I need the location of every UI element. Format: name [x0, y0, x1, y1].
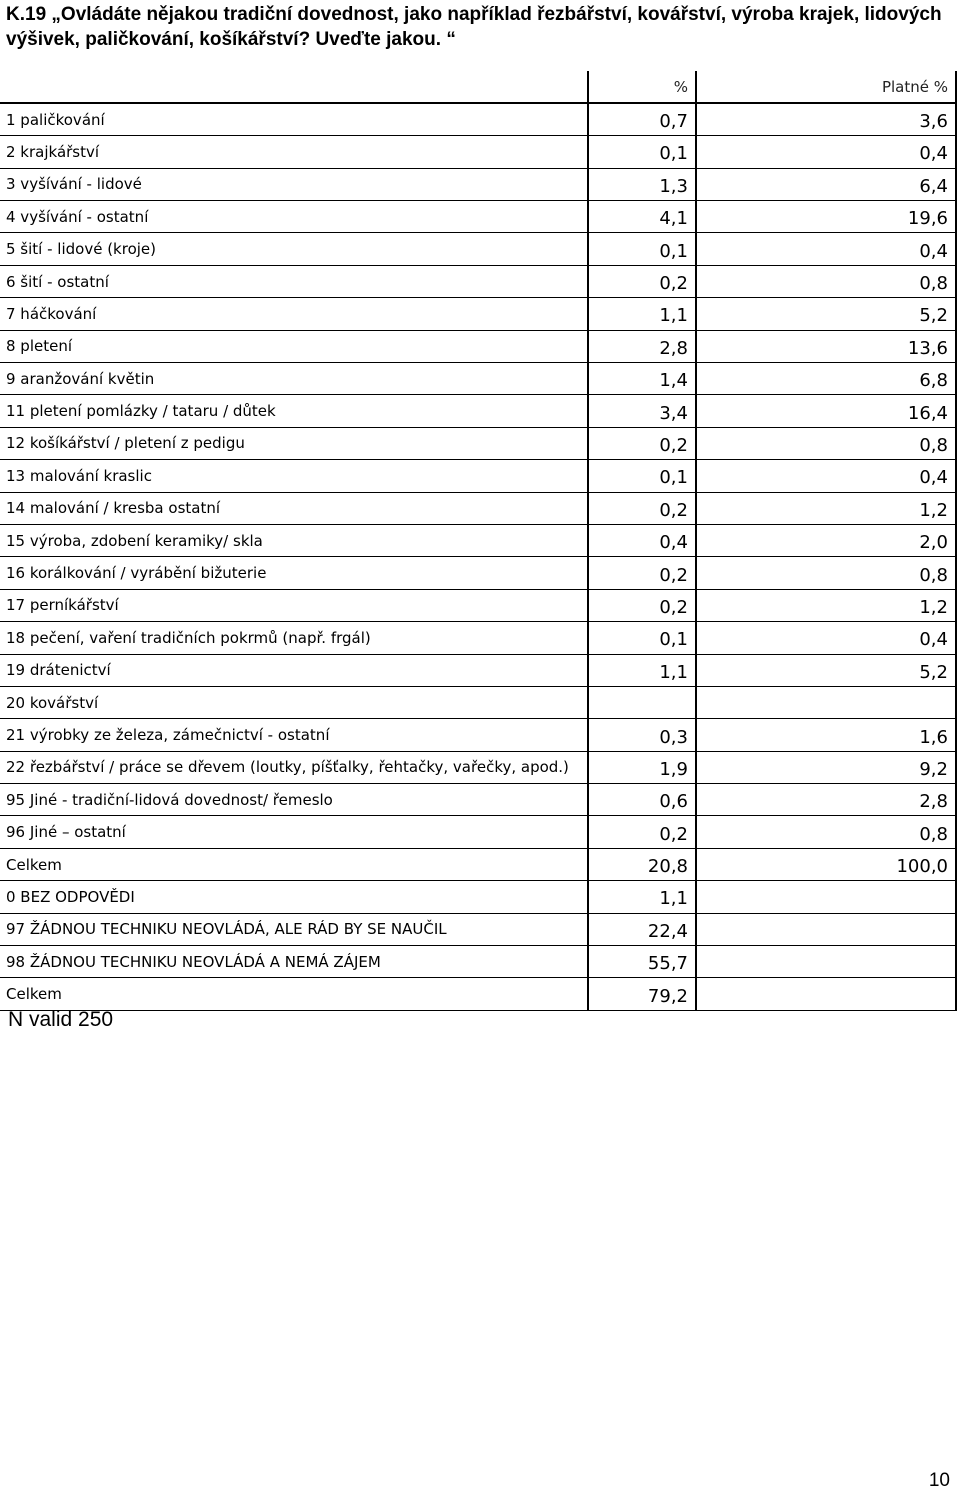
- table-row: [0, 751, 956, 783]
- table-row: [0, 233, 956, 265]
- row-label: Celkem: [0, 978, 588, 1010]
- frequency-table: [0, 71, 957, 1011]
- row-valid-percent: 16,4: [696, 395, 956, 427]
- row-label: 12 košíkářství / pletení z pedigu: [0, 427, 588, 459]
- table-row: [0, 881, 956, 913]
- row-percent: 1,1: [588, 298, 696, 330]
- table-row: [0, 719, 956, 751]
- row-label: 17 perníkářství: [0, 589, 588, 621]
- row-label: 4 vyšívání - ostatní: [0, 201, 588, 233]
- row-label: 5 šití - lidové (kroje): [0, 233, 588, 265]
- row-valid-percent: 0,8: [696, 557, 956, 589]
- row-valid-percent: [696, 946, 956, 978]
- table-row: [0, 460, 956, 492]
- row-valid-percent: 1,2: [696, 589, 956, 621]
- table-row: [0, 298, 956, 330]
- page-number: 10: [928, 1470, 950, 1491]
- table-row: [0, 946, 956, 978]
- row-percent: 1,3: [588, 168, 696, 200]
- table-row: [0, 654, 956, 686]
- row-percent: 1,9: [588, 751, 696, 783]
- row-percent: 1,1: [588, 881, 696, 913]
- row-percent: 4,1: [588, 201, 696, 233]
- row-label: 95 Jiné - tradiční-lidová dovednost/ řemeslo: [0, 784, 588, 816]
- row-label: 13 malování kraslic: [0, 460, 588, 492]
- table-row: [0, 265, 956, 297]
- row-percent: 0,2: [588, 265, 696, 297]
- row-percent: 0,4: [588, 524, 696, 556]
- row-percent: 0,2: [588, 427, 696, 459]
- row-label: 15 výroba, zdobení keramiky/ skla: [0, 524, 588, 556]
- row-valid-percent: 100,0: [696, 848, 956, 880]
- table-row: [0, 978, 956, 1010]
- row-label: 19 drátenictví: [0, 654, 588, 686]
- row-label: 1 paličkování: [0, 103, 588, 135]
- table-row: [0, 784, 956, 816]
- row-percent: 0,2: [588, 589, 696, 621]
- row-percent: 1,4: [588, 363, 696, 395]
- row-label: 11 pletení pomlázky / tataru / důtek: [0, 395, 588, 427]
- row-label: 6 šití - ostatní: [0, 265, 588, 297]
- row-valid-percent: 0,4: [696, 233, 956, 265]
- row-valid-percent: [696, 881, 956, 913]
- table-row: [0, 686, 956, 718]
- row-label: 97 ŽÁDNOU TECHNIKU NEOVLÁDÁ, ALE RÁD BY SE NAUČIL: [0, 913, 588, 945]
- row-label: Celkem: [0, 848, 588, 880]
- row-label: 20 kovářství: [0, 686, 588, 718]
- table-row: [0, 622, 956, 654]
- row-valid-percent: 13,6: [696, 330, 956, 362]
- table-row: [0, 395, 956, 427]
- table-row: [0, 103, 956, 135]
- row-percent: 0,7: [588, 103, 696, 135]
- table-row: [0, 524, 956, 556]
- table-row: [0, 816, 956, 848]
- row-label: 9 aranžování květin: [0, 363, 588, 395]
- table-row: [0, 136, 956, 168]
- row-valid-percent: 5,2: [696, 298, 956, 330]
- row-valid-percent: 0,4: [696, 460, 956, 492]
- row-valid-percent: 0,8: [696, 265, 956, 297]
- row-percent: 20,8: [588, 848, 696, 880]
- row-label: 0 BEZ ODPOVĚDI: [0, 881, 588, 913]
- table-row: [0, 913, 956, 945]
- row-percent: 55,7: [588, 946, 696, 978]
- header-valid-percent: Platné %: [696, 71, 956, 103]
- row-valid-percent: 1,6: [696, 719, 956, 751]
- row-percent: 79,2: [588, 978, 696, 1010]
- row-label: 98 ŽÁDNOU TECHNIKU NEOVLÁDÁ A NEMÁ ZÁJEM: [0, 946, 588, 978]
- row-percent: 0,2: [588, 492, 696, 524]
- row-percent: 1,1: [588, 654, 696, 686]
- row-label: 21 výrobky ze železa, zámečnictví - ostatní: [0, 719, 588, 751]
- row-valid-percent: 2,8: [696, 784, 956, 816]
- row-valid-percent: [696, 686, 956, 718]
- row-valid-percent: 5,2: [696, 654, 956, 686]
- row-percent: 0,1: [588, 233, 696, 265]
- row-valid-percent: 0,4: [696, 622, 956, 654]
- table-row: [0, 557, 956, 589]
- table-row: [0, 589, 956, 621]
- row-percent: 0,6: [588, 784, 696, 816]
- n-valid-note: N valid 250: [8, 1008, 114, 1031]
- row-label: 14 malování / kresba ostatní: [0, 492, 588, 524]
- question-title: K.19 „Ovládáte nějakou tradiční dovednost, jako například řezbářství, kovářství, výroba krajek, lidových výšivek, paličkování, košíkářství? Uveďte jakou. “: [6, 4, 942, 50]
- row-valid-percent: [696, 913, 956, 945]
- table-header-row: [0, 71, 956, 103]
- row-valid-percent: 6,8: [696, 363, 956, 395]
- table-row: [0, 848, 956, 880]
- row-valid-percent: [696, 978, 956, 1010]
- row-percent: 0,2: [588, 557, 696, 589]
- row-valid-percent: 0,8: [696, 816, 956, 848]
- row-percent: [588, 686, 696, 718]
- row-percent: 2,8: [588, 330, 696, 362]
- row-label: 2 krajkářství: [0, 136, 588, 168]
- row-label: 3 vyšívání - lidové: [0, 168, 588, 200]
- table-row: [0, 492, 956, 524]
- row-percent: 0,1: [588, 622, 696, 654]
- row-valid-percent: 19,6: [696, 201, 956, 233]
- row-valid-percent: 0,8: [696, 427, 956, 459]
- row-percent: 0,2: [588, 816, 696, 848]
- row-label: 96 Jiné – ostatní: [0, 816, 588, 848]
- row-valid-percent: 9,2: [696, 751, 956, 783]
- row-percent: 22,4: [588, 913, 696, 945]
- row-valid-percent: 1,2: [696, 492, 956, 524]
- table-row: [0, 330, 956, 362]
- table-row: [0, 168, 956, 200]
- row-percent: 0,3: [588, 719, 696, 751]
- row-label: 18 pečení, vaření tradičních pokrmů (např. frgál): [0, 622, 588, 654]
- header-label-cell: [0, 71, 588, 103]
- row-label: 7 háčkování: [0, 298, 588, 330]
- table-row: [0, 427, 956, 459]
- table-row: [0, 201, 956, 233]
- row-percent: 0,1: [588, 460, 696, 492]
- table-row: [0, 363, 956, 395]
- row-percent: 0,1: [588, 136, 696, 168]
- header-percent: %: [588, 71, 696, 103]
- row-label: 16 korálkování / vyrábění bižuterie: [0, 557, 588, 589]
- row-percent: 3,4: [588, 395, 696, 427]
- row-valid-percent: 0,4: [696, 136, 956, 168]
- row-valid-percent: 3,6: [696, 103, 956, 135]
- row-label: 8 pletení: [0, 330, 588, 362]
- row-label: 22 řezbářství / práce se dřevem (loutky, píšťalky, řehtačky, vařečky, apod.): [0, 751, 588, 783]
- row-valid-percent: 2,0: [696, 524, 956, 556]
- row-valid-percent: 6,4: [696, 168, 956, 200]
